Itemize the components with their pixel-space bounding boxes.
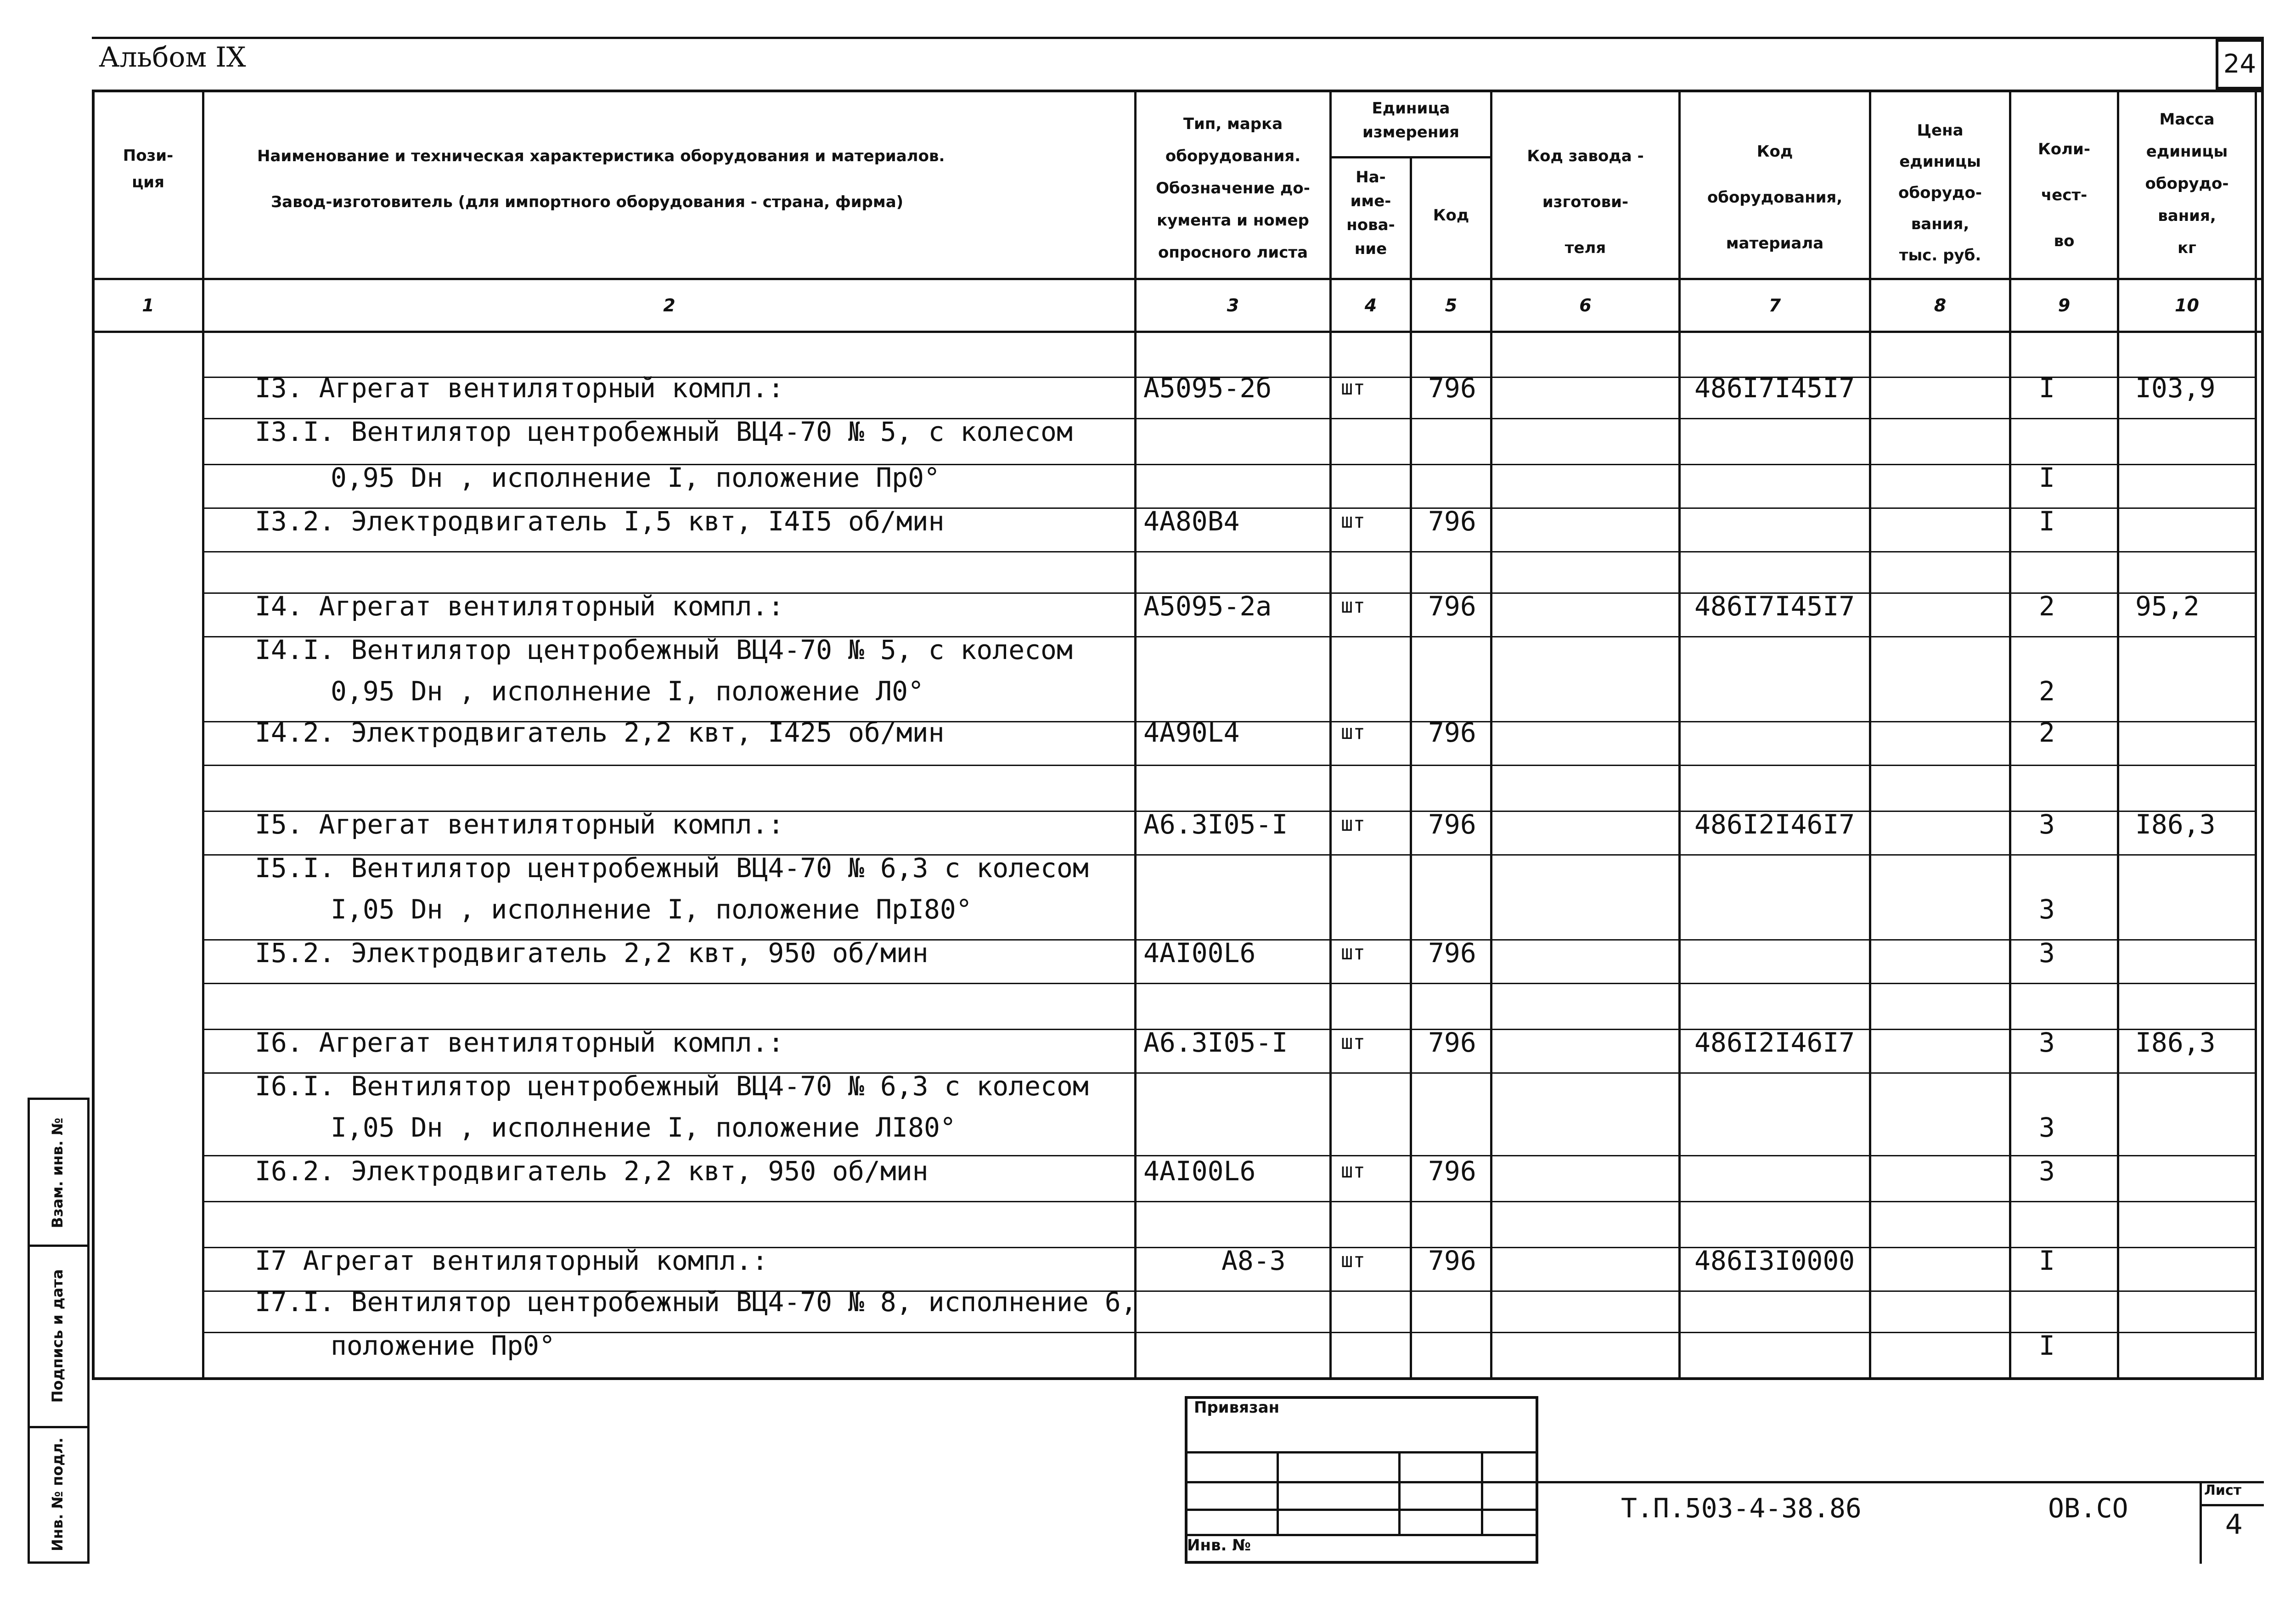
row-13-qty: 3 <box>2039 1027 2055 1058</box>
document-code: Т.П.503-4-38.86 <box>1621 1493 1862 1524</box>
row-1-unit: шт <box>1341 376 1365 400</box>
row-16-type: 4АI00L6 <box>1143 1155 1256 1187</box>
header-position: Пози- ция <box>123 146 174 192</box>
row-17-qty: I <box>2039 1245 2055 1276</box>
page-corner-box <box>2216 39 2264 90</box>
row-8-name: I4.2. Электродвигатель 2,2 квт, I425 об/мин <box>255 717 945 748</box>
row-16-qty: 3 <box>2039 1155 2055 1187</box>
header-equipment-code: Код оборудования, материала <box>1707 142 1843 253</box>
row-14-name: I6.I. Вентилятор центробежный ВЦ4-70 № 6,3 с колесом <box>255 1070 1089 1102</box>
row-5-code: 796 <box>1428 591 1476 622</box>
row-13-code: 796 <box>1428 1027 1476 1058</box>
row-6-name: I4.I. Вентилятор центробежный ВЦ4-70 № 5, с колесом <box>255 634 1073 665</box>
colnum-3: 3 <box>1227 295 1239 315</box>
row-1-mass: I03,9 <box>2135 372 2216 404</box>
header-unit-code: Код <box>1433 206 1469 225</box>
row-18-name: I7.I. Вентилятор центробежный ВЦ4-70 № 8, исполнение 6, <box>255 1286 1137 1318</box>
row-1-name: I3. Агрегат вентиляторный компл.: <box>255 372 784 404</box>
page-corner-number: 24 <box>2223 49 2257 79</box>
row-7-name: 0,95 Dн , исполнение I, положение Л0° <box>331 676 924 707</box>
row-13-type: А6.3I05-I <box>1143 1027 1288 1058</box>
row-16-name: I6.2. Электродвигатель 2,2 квт, 950 об/мин <box>255 1155 929 1187</box>
row-9-mass: I86,3 <box>2135 809 2216 840</box>
row-7-qty: 2 <box>2039 676 2055 707</box>
row-1-code: 796 <box>1428 372 1476 404</box>
row-12-type: 4АI00L6 <box>1143 937 1256 969</box>
row-12-unit: шт <box>1341 941 1365 964</box>
row-13-mass: I86,3 <box>2135 1027 2216 1058</box>
row-1-qty: I <box>2039 372 2055 404</box>
row-4-name: I3.2. Электродвигатель I,5 квт, I4I5 об/мин <box>255 506 945 537</box>
row-4-unit: шт <box>1341 509 1365 533</box>
side-label-vzam: Взам. инв. № <box>49 1117 66 1228</box>
row-5-mass: 95,2 <box>2135 591 2200 622</box>
album-label: Альбом IX <box>99 41 246 73</box>
header-type: Тип, марка оборудования. Обозначение до- кумента и номер опросного листа <box>1156 115 1310 262</box>
header-price: Цена единицы оборудо- вания, тыс. руб. <box>1898 121 1982 265</box>
header-mass: Масса единицы оборудо- вания, кг <box>2145 110 2229 257</box>
colnum-5: 5 <box>1445 295 1458 315</box>
side-label-inv-podl: Инв. № подл. <box>49 1437 66 1551</box>
privyazan-label: Привязан <box>1194 1398 1280 1417</box>
colnum-7: 7 <box>1768 295 1781 315</box>
colnum-6: 6 <box>1579 295 1592 315</box>
row-17-name: I7 Агрегат вентиляторный компл.: <box>255 1245 768 1276</box>
colnum-1: 1 <box>142 295 154 315</box>
row-8-qty: 2 <box>2039 717 2055 748</box>
header-name: Наименование и техническая характеристика оборудования и материалов. Завод-изготовитель (для импортного оборудования - страна, фирма) <box>257 147 945 211</box>
row-9-unit: шт <box>1341 812 1365 836</box>
colnum-4: 4 <box>1364 295 1377 315</box>
row-10-name: I5.I. Вентилятор центробежный ВЦ4-70 № 6,3 с колесом <box>255 852 1089 884</box>
row-5-equip: 486I7I45I7 <box>1694 591 1855 622</box>
row-16-unit: шт <box>1341 1159 1365 1183</box>
side-label-podpis: Подпись и дата <box>49 1269 66 1403</box>
header-unit-name: На- име- нова- ние <box>1346 168 1395 258</box>
sheet-label: Лист <box>2204 1482 2242 1499</box>
row-13-unit: шт <box>1341 1031 1365 1054</box>
header-factory-code: Код завода - изготови- теля <box>1527 147 1644 257</box>
row-5-name: I4. Агрегат вентиляторный компл.: <box>255 591 784 622</box>
row-13-equip: 486I2I46I7 <box>1694 1027 1855 1058</box>
row-17-equip: 486I3I0000 <box>1694 1245 1855 1276</box>
inv-no-label: Инв. № <box>1187 1536 1251 1555</box>
row-8-unit: шт <box>1341 721 1365 744</box>
row-4-code: 796 <box>1428 506 1476 537</box>
row-5-type: А5095-2а <box>1143 591 1272 622</box>
row-11-qty: 3 <box>2039 894 2055 925</box>
row-11-name: I,05 Dн , исполнение I, положение ПрI80° <box>331 894 972 925</box>
row-16-code: 796 <box>1428 1155 1476 1187</box>
row-13-name: I6. Агрегат вентиляторный компл.: <box>255 1027 784 1058</box>
row-17-code: 796 <box>1428 1245 1476 1276</box>
row-9-code: 796 <box>1428 809 1476 840</box>
row-9-name: I5. Агрегат вентиляторный компл.: <box>255 809 784 840</box>
row-5-qty: 2 <box>2039 591 2055 622</box>
row-12-code: 796 <box>1428 937 1476 969</box>
row-9-equip: 486I2I46I7 <box>1694 809 1855 840</box>
row-8-type: 4А90L4 <box>1143 717 1240 748</box>
row-19-name: положение Пр0° <box>331 1330 555 1361</box>
row-1-equip: 486I7I45I7 <box>1694 372 1855 404</box>
colnum-9: 9 <box>2058 295 2071 315</box>
row-5-unit: шт <box>1341 594 1365 618</box>
row-4-type: 4А80В4 <box>1143 506 1240 537</box>
header-quantity: Коли- чест- во <box>2038 140 2090 250</box>
row-9-type: А6.3I05-I <box>1143 809 1288 840</box>
colnum-8: 8 <box>1934 295 1947 315</box>
row-17-type: А8-3 <box>1221 1245 1286 1276</box>
row-3-qty: I <box>2039 462 2055 493</box>
row-12-qty: 3 <box>2039 937 2055 969</box>
colnum-2: 2 <box>663 295 675 315</box>
row-1-type: А5095-2б <box>1143 372 1272 404</box>
row-17-unit: шт <box>1341 1249 1365 1272</box>
row-8-code: 796 <box>1428 717 1476 748</box>
row-15-qty: 3 <box>2039 1112 2055 1143</box>
row-9-qty: 3 <box>2039 809 2055 840</box>
row-15-name: I,05 Dн , исполнение I, положение ЛI80° <box>331 1112 956 1143</box>
row-12-name: I5.2. Электродвигатель 2,2 квт, 950 об/мин <box>255 937 929 969</box>
section-code: ОВ.СО <box>2048 1493 2128 1524</box>
row-2-name: I3.I. Вентилятор центробежный ВЦ4-70 № 5, с колесом <box>255 416 1073 447</box>
row-4-qty: I <box>2039 506 2055 537</box>
header-unit: Единица измерения <box>1362 99 1459 141</box>
colnum-10: 10 <box>2175 295 2199 315</box>
row-19-qty: I <box>2039 1330 2055 1361</box>
sheet-number: 4 <box>2225 1509 2243 1541</box>
row-3-name: 0,95 Dн , исполнение I, положение Пр0° <box>331 462 940 493</box>
